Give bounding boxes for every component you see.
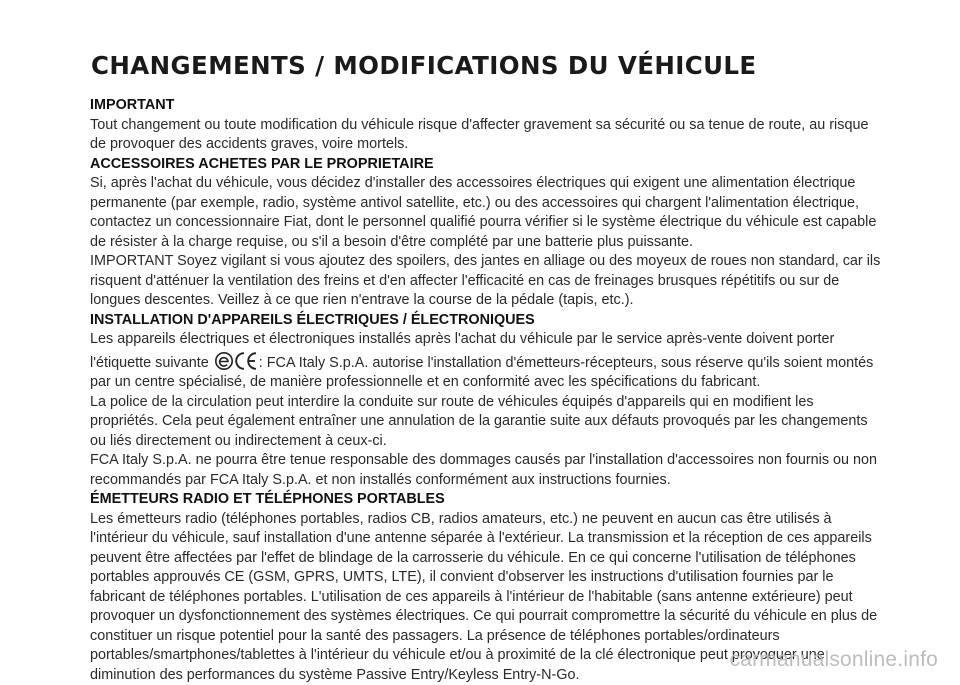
heading-accessoires: ACCESSOIRES ACHETES PAR LE PROPRIETAIRE	[90, 155, 885, 175]
heading-important: IMPORTANT	[90, 96, 885, 116]
installation-text-before-mark: Les appareils électriques et électroniques installés après l'achat du véhicule par le service après-vente doivent porter l'étiquette suivante	[90, 331, 834, 371]
heading-emetteurs: ÉMETTEURS RADIO ET TÉLÉPHONES PORTABLES	[90, 490, 885, 510]
document-page	[90, 52, 885, 685]
paragraph-installation	[90, 330, 885, 393]
paragraph-important-spoilers: IMPORTANT Soyez vigilant si vous ajoutez des spoilers, des jantes en alliage ou des moyeux de roues non standard, car ils risquent d'atténuer la ventilation des freins et d'en affecter l'efficacité en cas de freinages brusques répétitifs ou sur de longues descentes. Veillez à ce que rien n'entrave la course de la pédale (tapis, etc.).	[90, 252, 885, 311]
e-ce-mark-icon	[215, 350, 257, 372]
page-title: CHANGEMENTS / MODIFICATIONS DU VÉHICULE	[91, 52, 885, 80]
heading-installation: INSTALLATION D'APPAREILS ÉLECTRIQUES / ÉLECTRONIQUES	[90, 311, 885, 331]
paragraph-accessoires: Si, après l'achat du véhicule, vous décidez d'installer des accessoires électriques qui exigent une alimentation électrique permanente (par exemple, radio, système antivol satellite, etc.) ou des accessoires qui chargent l'alimentation électrique, contactez un concessionnaire Fiat, dont le personnel qualifié pourra vérifier si le système électrique du véhicule est capable de résister à la charge requise, ou s'il a besoin d'être complété par une batterie plus puissante.	[90, 174, 885, 252]
paragraph-important: Tout changement ou toute modification du véhicule risque d'affecter gravement sa sécurité ou sa tenue de route, au risque de provoquer des accidents graves, voire mortels.	[90, 116, 885, 155]
watermark: carmanualsonline.info	[730, 648, 939, 672]
installation-text-after-mark: : FCA Italy S.p.A. autorise l'installation d'émetteurs-récepteurs, sous réserve qu'ils soient montés par un centre spécialisé, de manière professionnelle et en conformité avec les spécifications du fabricant.	[90, 355, 873, 391]
paragraph-police: La police de la circulation peut interdire la conduite sur route de véhicules équipés d'appareils qui en modifient les propriétés. Cela peut également entraîner une annulation de la garantie suite aux défauts provoqués par les changements ou liés directement ou indirectement à ceux-ci.	[90, 393, 885, 452]
paragraph-emetteurs: Les émetteurs radio (téléphones portables, radios CB, radios amateurs, etc.) ne peuvent en aucun cas être utilisés à l'intérieur du véhicule, sauf installation d'une antenne séparée à l'extérieur. La transmission et la réception de ces appareils peuvent être affectées par l'effet de blindage de la carrosserie du véhicule. En ce qui concerne l'utilisation de téléphones portables approuvés CE (GSM, GPRS, UMTS, LTE), il convient d'observer les instructions d'utilisation fournies par le fabricant de téléphones portables. L'utilisation de ces appareils à l'intérieur de l'habitable (sans antenne extérieure) peut provoquer un dysfonctionnement des systèmes électriques. Ce qui pourrait compromettre la sécurité du véhicule en plus de constituer un risque potentiel pour la santé des passagers. La présence de téléphones portables/ordinateurs portables/smartphones/tablettes à l'intérieur du véhicule et/ou à proximité de la clé électronique peut provoquer une diminution des performances du système Passive Entry/Keyless Entry-N-Go.	[90, 510, 885, 685]
paragraph-fca-responsabilite: FCA Italy S.p.A. ne pourra être tenue responsable des dommages causés par l'installation d'accessoires non fournis ou non recommandés par FCA Italy S.p.A. et non installés conformément aux instructions fournies.	[90, 451, 885, 490]
